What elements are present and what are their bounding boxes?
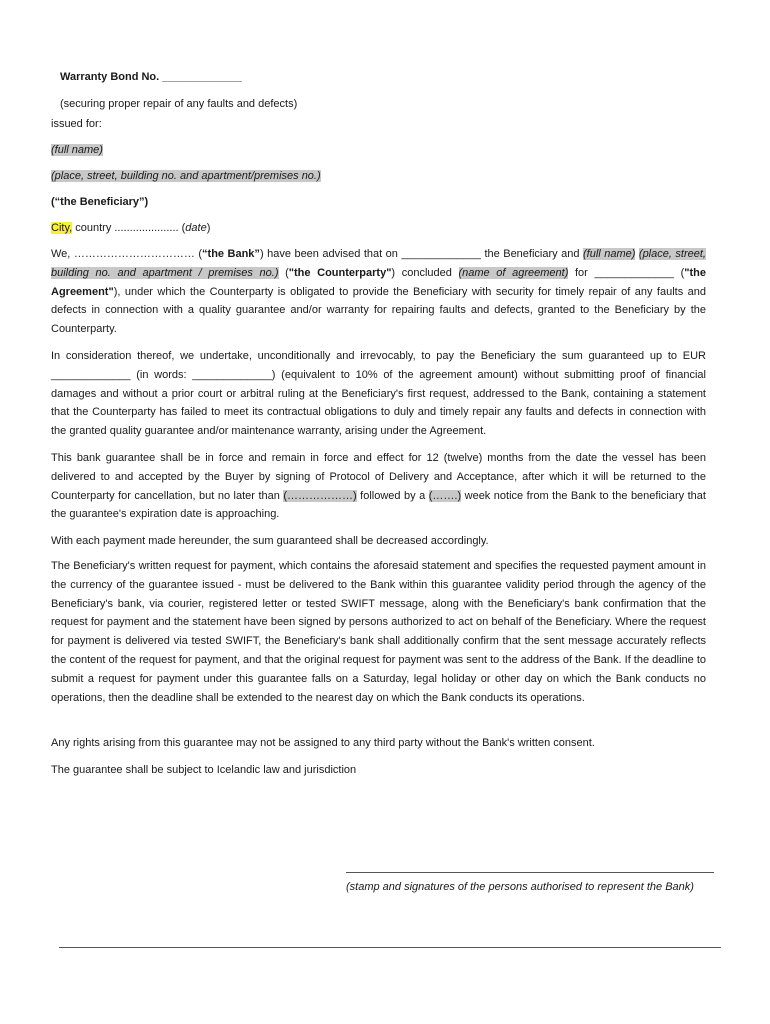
paragraph-reduction: With each payment made hereunder, the sum guaranteed shall be decreased accordingly. [51,535,489,547]
agreement-term: "the Agreement" [51,266,706,298]
footer-rule [59,947,721,948]
bond-title-text: Warranty Bond No. [60,71,160,83]
signature-caption: (stamp and signatures of the persons authorised to represent the Bank) [346,881,694,893]
paragraph-request: The Beneficiary's written request for payment, which contains the aforesaid statement and specifies the requested payment amount in the currency of the guarantee issued - must be delivered to the Bank within this guarantee validity period through the agency of the Beneficiary's bank, via courier, registered letter or tested SWIFT message, along with the Beneficiary's bank confirmation that the request for payment and the statement have been signed by persons authorized to act on behalf of the Beneficiary. Where the request for payment is delivered via tested SWIFT, the Beneficiary's bank shall additionally confirm that the sent message accurately reflects the content of the request for payment, and that the original request for payment was sent to the address of the Bank. If the deadline to submit a request for payment under this guarantee falls on a Saturday, legal holiday or other day on which the Bank conducts no operations, then the deadline shall be extended to the nearest day on which the Bank conducts its operations. [51,560,706,704]
bond-title [60,70,242,84]
notice-weeks-blank: (…….) [428,489,462,502]
bond-subtitle: (securing proper repair of any faults and defects) [60,98,298,110]
signature-line [346,872,714,873]
counterparty-term: "the Counterparty" [288,266,392,279]
paragraph-validity: This bank guarantee shall be in force and remain in force and effect for 12 (twelve) months from the date the vessel has been delivered to and accepted by the Buyer by signing of Protocol of Delivery and Acceptance, after which it will be returned to the Counterparty for cancellation, but no later than (………………) followed by a (…….) week notice from the Bank to the beneficiary that the guarantee's expiration date is approaching. [51,452,706,521]
country-field: country ..................... ( [72,222,186,234]
paragraph-address: (place, street, building no. and apartment / premises no.) [51,248,706,279]
expiry-date-blank: (………………) [283,489,357,502]
paragraph-full-name: (full name) [583,248,636,260]
bank-term: “the Bank” [202,248,260,260]
paragraph-assignment: Any rights arising from this guarantee may not be assigned to any third party without the Bank's written consent. [51,737,595,749]
place-date-line: City, country ..................... (date) [51,222,211,234]
agreement-name-field: (name of agreement) [458,266,569,279]
paragraph-governing-law: The guarantee shall be subject to Icelandic law and jurisdiction [51,764,357,776]
paragraph-undertaking: In consideration thereof, we undertake, unconditionally and irrevocably, to pay the Beneficiary the sum guaranteed up to EUR _____________ (in words: _____________) (equivalent to 10% of the agreement amount) without submitting proof of financial damages and without a prior court or arbitral ruling at the Beneficiary's first request, addressed to the Bank, containing a statement that the Counterparty has failed to meet its contractual obligations to duly and timely repair any faults and defects in connection with the granted quality guarantee and/or maintenance warranty, arising under the Agreement. [51,350,706,438]
bond-number-blank: _____________ [162,71,242,83]
date-field: date [185,222,207,234]
beneficiary-full-name: (full name) [51,144,103,156]
beneficiary-label: (“the Beneficiary”) [51,196,149,208]
beneficiary-address: (place, street, building no. and apartment/premises no.) [51,170,321,182]
paragraph-parties: We, …………………………… (“the Bank”) have been advised that on _____________ the Beneficiary and (full name) (place, street, building no. and apartment / premises no.) ("the Counterparty") concluded (name of agreement) for _____________ ("the Agreement"), under which the Counterparty is obligated to provide the Beneficiary with security for timely repair of any faults and defects in connection with a quality guarantee and/or warranty for repairing faults and defects, granted to the Beneficiary by the Counterparty. [51,248,706,336]
city-field: City, [51,222,73,234]
issued-for-label: issued for: [51,118,102,130]
